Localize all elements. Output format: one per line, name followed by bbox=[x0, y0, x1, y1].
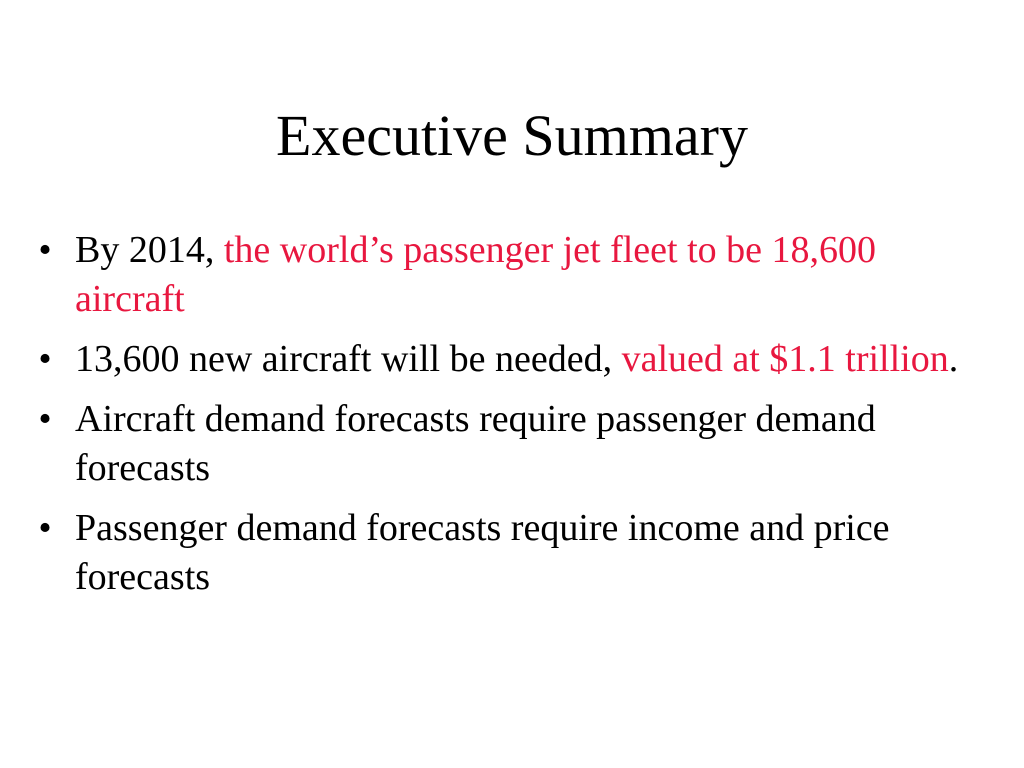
slide-title: Executive Summary bbox=[276, 103, 748, 168]
bullet-text-highlight: valued at $1.1 trillion bbox=[621, 338, 949, 380]
bullet-item-passenger-demand bbox=[30, 504, 990, 602]
bullet-text-highlight: the world’s passenger jet fleet to be 18,600 aircraft bbox=[75, 229, 877, 320]
bullet-item-fleet bbox=[30, 226, 990, 324]
bullet-dot-icon: • bbox=[38, 507, 52, 549]
bullet-list bbox=[30, 226, 990, 613]
bullet-text-plain: Aircraft demand forecasts require passenger demand forecasts bbox=[75, 398, 876, 489]
bullet-text-plain: Passenger demand forecasts require income and price forecasts bbox=[75, 507, 890, 598]
bullet-dot-icon: • bbox=[38, 338, 52, 380]
bullet-text-plain: By 2014, bbox=[75, 229, 224, 271]
bullet-text-tail: . bbox=[948, 338, 959, 380]
bullet-item-aircraft-demand bbox=[30, 395, 990, 493]
bullet-dot-icon: • bbox=[38, 398, 52, 440]
bullet-item-new-aircraft bbox=[30, 335, 990, 384]
bullet-text-plain: 13,600 new aircraft will be needed, bbox=[75, 338, 622, 380]
bullet-dot-icon: • bbox=[38, 229, 52, 271]
